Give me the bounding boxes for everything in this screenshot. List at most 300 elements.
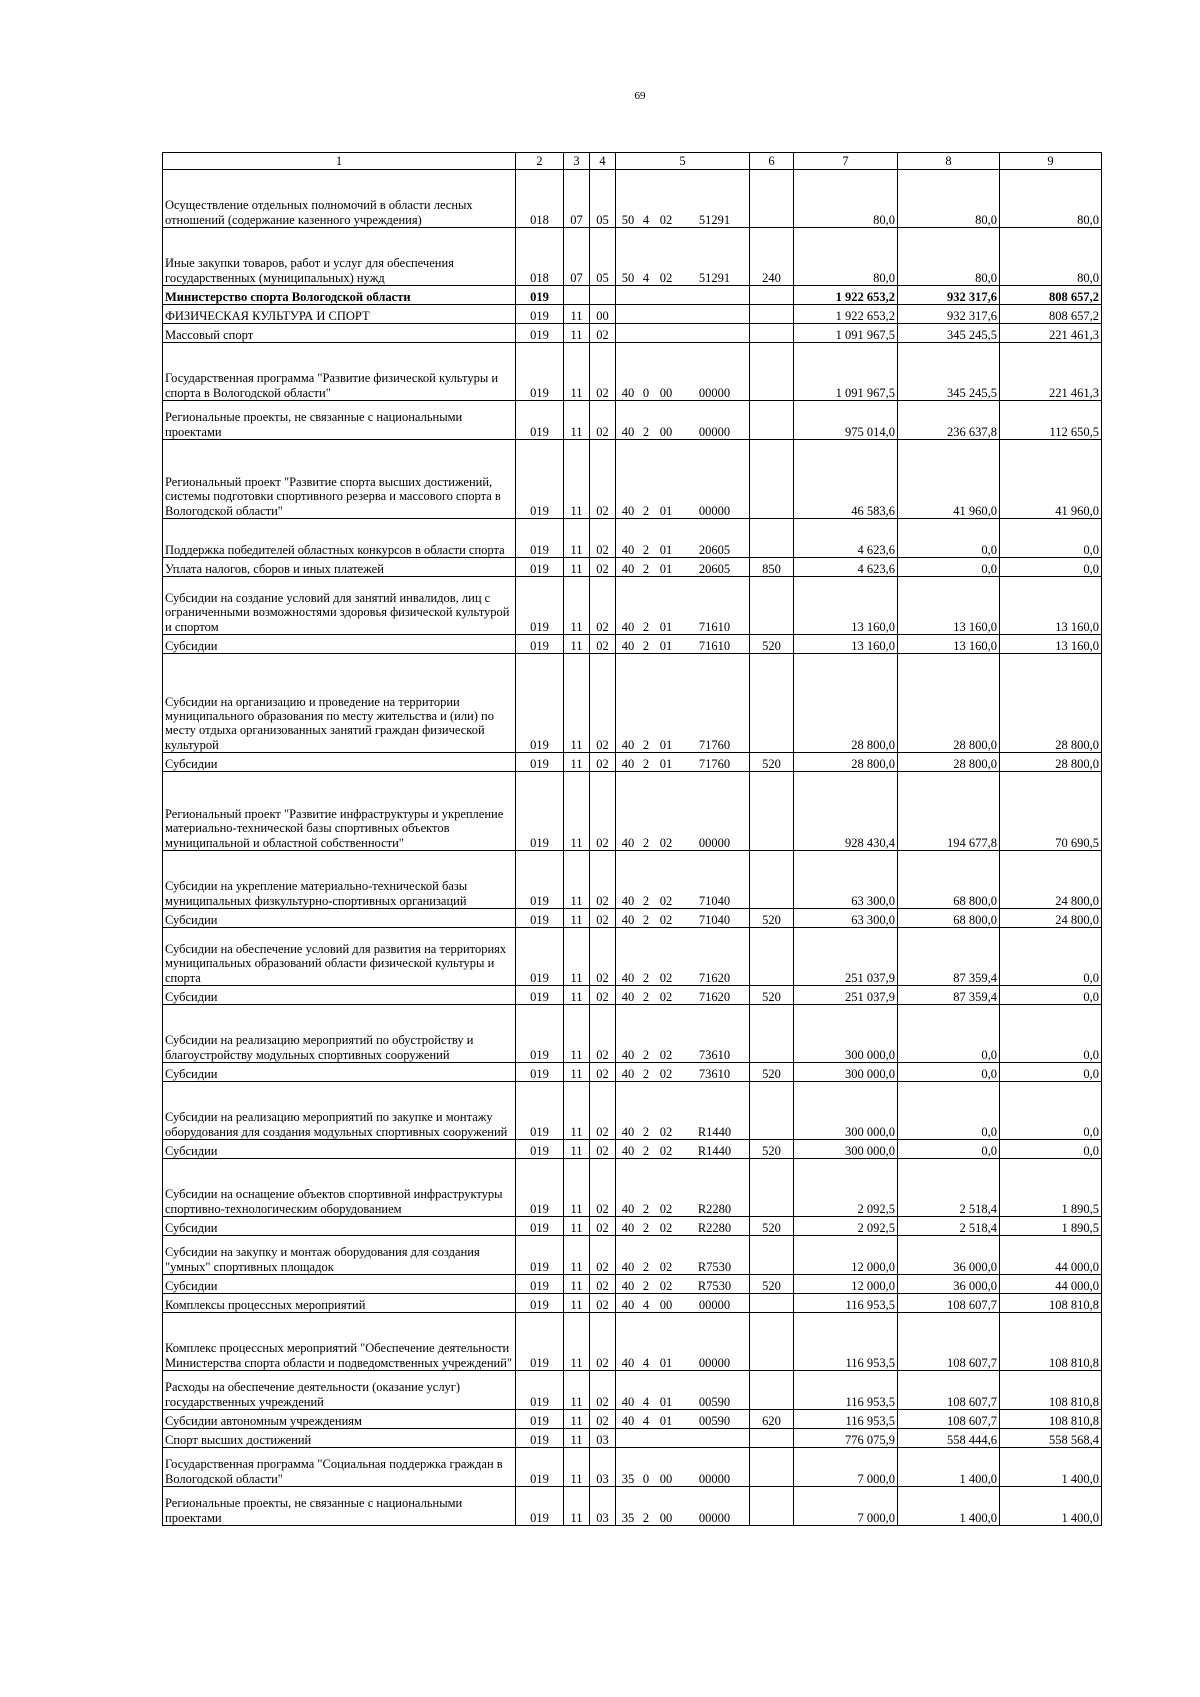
row-expense-type-cell: 520 bbox=[750, 1140, 794, 1159]
row-expense-type-cell bbox=[750, 1294, 794, 1313]
target-article-part: 40 bbox=[621, 1278, 635, 1293]
target-article-part: 0 bbox=[642, 1471, 650, 1486]
row-amount-col9-cell: 0,0 bbox=[1000, 928, 1102, 986]
row-expense-type-cell bbox=[750, 577, 794, 635]
target-article-part: 00 bbox=[659, 1510, 673, 1525]
row-amount-col9-cell: 24 800,0 bbox=[1000, 851, 1102, 909]
table-row bbox=[163, 401, 1102, 440]
row-target-article-cell bbox=[616, 440, 750, 519]
row-amount-col9-cell: 108 810,8 bbox=[1000, 1410, 1102, 1429]
row-expense-type-cell bbox=[750, 1371, 794, 1410]
row-section-cell: 11 bbox=[564, 558, 590, 577]
row-subsection-cell bbox=[590, 286, 616, 305]
target-article-part: 02 bbox=[659, 1201, 673, 1216]
target-article-part: 02 bbox=[659, 1066, 673, 1081]
row-amount-col9-cell: 1 400,0 bbox=[1000, 1487, 1102, 1526]
row-amount-col9-cell: 108 810,8 bbox=[1000, 1313, 1102, 1371]
row-amount-col8-cell: 36 000,0 bbox=[898, 1275, 1000, 1294]
row-amount-col7-cell: 1 922 653,2 bbox=[794, 305, 898, 324]
row-name-cell: Субсидии на обеспечение условий для развития на территориях муниципальных образований области физической культуры и спорта bbox=[163, 928, 516, 986]
row-amount-col9-cell: 13 160,0 bbox=[1000, 577, 1102, 635]
row-section-cell: 11 bbox=[564, 1063, 590, 1082]
row-expense-type-cell bbox=[750, 772, 794, 851]
target-article-part: 40 bbox=[621, 1394, 635, 1409]
row-amount-col9-cell: 221 461,3 bbox=[1000, 343, 1102, 401]
row-expense-type-cell: 620 bbox=[750, 1410, 794, 1429]
row-admin-code-cell: 019 bbox=[516, 928, 564, 986]
row-target-article-cell bbox=[616, 909, 750, 928]
row-name-cell: Субсидии на закупку и монтаж оборудования для создания "умных" спортивных площадок bbox=[163, 1236, 516, 1275]
row-expense-type-cell: 520 bbox=[750, 1063, 794, 1082]
row-admin-code-cell: 019 bbox=[516, 401, 564, 440]
row-amount-col7-cell: 2 092,5 bbox=[794, 1217, 898, 1236]
row-target-article-cell bbox=[616, 1159, 750, 1217]
target-article-part: 01 bbox=[659, 1394, 673, 1409]
target-article-part: 50 bbox=[621, 212, 635, 227]
target-article-part: 02 bbox=[659, 1124, 673, 1139]
row-section-cell: 11 bbox=[564, 986, 590, 1005]
row-name-cell: Субсидии bbox=[163, 1140, 516, 1159]
row-expense-type-cell bbox=[750, 851, 794, 909]
row-amount-col8-cell: 108 607,7 bbox=[898, 1313, 1000, 1371]
row-amount-col8-cell: 13 160,0 bbox=[898, 577, 1000, 635]
row-amount-col8-cell: 0,0 bbox=[898, 1005, 1000, 1063]
table-row bbox=[163, 635, 1102, 654]
row-amount-col7-cell: 7 000,0 bbox=[794, 1448, 898, 1487]
row-amount-col8-cell: 236 637,8 bbox=[898, 401, 1000, 440]
row-amount-col7-cell: 63 300,0 bbox=[794, 909, 898, 928]
row-expense-type-cell bbox=[750, 440, 794, 519]
table-row bbox=[163, 1487, 1102, 1526]
table-row bbox=[163, 1313, 1102, 1371]
row-subsection-cell: 00 bbox=[590, 305, 616, 324]
target-article-part: 2 bbox=[642, 1201, 650, 1216]
row-target-article-cell bbox=[616, 851, 750, 909]
row-target-article-cell bbox=[616, 1429, 750, 1448]
row-amount-col8-cell: 0,0 bbox=[898, 519, 1000, 558]
target-article-part: 02 bbox=[659, 1220, 673, 1235]
table-row bbox=[163, 1429, 1102, 1448]
target-article-part: 2 bbox=[642, 756, 650, 771]
row-expense-type-cell bbox=[750, 324, 794, 343]
table-row bbox=[163, 1217, 1102, 1236]
row-section-cell: 11 bbox=[564, 324, 590, 343]
row-section-cell: 11 bbox=[564, 1313, 590, 1371]
row-name-cell: Комплексы процессных мероприятий bbox=[163, 1294, 516, 1313]
row-admin-code-cell: 019 bbox=[516, 654, 564, 753]
row-subsection-cell: 02 bbox=[590, 851, 616, 909]
row-admin-code-cell: 019 bbox=[516, 519, 564, 558]
row-admin-code-cell: 019 bbox=[516, 1429, 564, 1448]
row-expense-type-cell bbox=[750, 654, 794, 753]
target-article-part: 40 bbox=[621, 1124, 635, 1139]
row-section-cell: 11 bbox=[564, 928, 590, 986]
target-article-part: 4 bbox=[642, 1355, 650, 1370]
row-amount-col9-cell: 808 657,2 bbox=[1000, 305, 1102, 324]
target-article-part: 40 bbox=[621, 912, 635, 927]
row-admin-code-cell: 019 bbox=[516, 1448, 564, 1487]
table-row bbox=[163, 1294, 1102, 1313]
row-amount-col9-cell: 808 657,2 bbox=[1000, 286, 1102, 305]
target-article-part: 40 bbox=[621, 1220, 635, 1235]
row-amount-col9-cell: 24 800,0 bbox=[1000, 909, 1102, 928]
target-article-part: 00000 bbox=[698, 1297, 731, 1312]
row-amount-col9-cell: 0,0 bbox=[1000, 986, 1102, 1005]
row-name-cell: Субсидии на реализацию мероприятий по закупке и монтажу оборудования для создания модульных спортивных сооружений bbox=[163, 1082, 516, 1140]
row-amount-col9-cell: 28 800,0 bbox=[1000, 753, 1102, 772]
target-article-part: 40 bbox=[621, 1413, 635, 1428]
row-section-cell: 11 bbox=[564, 635, 590, 654]
row-name-cell: Региональный проект "Развитие инфраструктуры и укрепление материально-технической базы спортивных объектов муниципальной и областной собственности" bbox=[163, 772, 516, 851]
target-article-part: 20605 bbox=[698, 561, 731, 576]
row-name-cell: Субсидии на создание условий для занятий инвалидов, лиц с ограниченными возможностями здоровья физической культурой и спортом bbox=[163, 577, 516, 635]
table-row bbox=[163, 1236, 1102, 1275]
row-expense-type-cell bbox=[750, 519, 794, 558]
row-target-article-cell bbox=[616, 401, 750, 440]
budget-table bbox=[162, 152, 1102, 1526]
row-name-cell: Уплата налогов, сборов и иных платежей bbox=[163, 558, 516, 577]
row-amount-col9-cell: 80,0 bbox=[1000, 170, 1102, 228]
row-amount-col8-cell: 108 607,7 bbox=[898, 1371, 1000, 1410]
table-row bbox=[163, 654, 1102, 753]
row-expense-type-cell: 520 bbox=[750, 753, 794, 772]
row-expense-type-cell bbox=[750, 1159, 794, 1217]
row-subsection-cell: 02 bbox=[590, 1063, 616, 1082]
row-target-article-cell bbox=[616, 1313, 750, 1371]
target-article-part: 00000 bbox=[698, 385, 731, 400]
row-amount-col8-cell: 558 444,6 bbox=[898, 1429, 1000, 1448]
row-expense-type-cell bbox=[750, 1082, 794, 1140]
table-row bbox=[163, 928, 1102, 986]
row-expense-type-cell: 520 bbox=[750, 1275, 794, 1294]
table-row bbox=[163, 519, 1102, 558]
row-admin-code-cell: 019 bbox=[516, 558, 564, 577]
row-amount-col9-cell: 0,0 bbox=[1000, 519, 1102, 558]
row-target-article-cell bbox=[616, 1294, 750, 1313]
row-target-article-cell bbox=[616, 1275, 750, 1294]
target-article-part: 02 bbox=[659, 270, 673, 285]
target-article-part: R7530 bbox=[697, 1278, 732, 1293]
target-article-part: 02 bbox=[659, 1278, 673, 1293]
row-subsection-cell: 02 bbox=[590, 1159, 616, 1217]
table-row bbox=[163, 986, 1102, 1005]
row-amount-col7-cell: 12 000,0 bbox=[794, 1275, 898, 1294]
target-article-part: 01 bbox=[659, 1355, 673, 1370]
target-article-part: 2 bbox=[642, 1510, 650, 1525]
row-subsection-cell: 02 bbox=[590, 909, 616, 928]
target-article-part: 71040 bbox=[698, 893, 731, 908]
row-amount-col8-cell: 108 607,7 bbox=[898, 1294, 1000, 1313]
row-name-cell: Региональные проекты, не связанные с национальными проектами bbox=[163, 401, 516, 440]
row-target-article-cell bbox=[616, 343, 750, 401]
row-admin-code-cell: 019 bbox=[516, 1005, 564, 1063]
row-expense-type-cell: 520 bbox=[750, 909, 794, 928]
row-admin-code-cell: 019 bbox=[516, 753, 564, 772]
target-article-part: R1440 bbox=[697, 1143, 732, 1158]
table-row bbox=[163, 440, 1102, 519]
row-amount-col8-cell: 0,0 bbox=[898, 558, 1000, 577]
table-row bbox=[163, 772, 1102, 851]
row-amount-col8-cell: 28 800,0 bbox=[898, 654, 1000, 753]
row-amount-col8-cell: 87 359,4 bbox=[898, 928, 1000, 986]
row-amount-col8-cell: 0,0 bbox=[898, 1140, 1000, 1159]
target-article-part: 02 bbox=[659, 893, 673, 908]
row-subsection-cell: 03 bbox=[590, 1448, 616, 1487]
row-section-cell bbox=[564, 286, 590, 305]
row-amount-col7-cell: 928 430,4 bbox=[794, 772, 898, 851]
row-amount-col7-cell: 13 160,0 bbox=[794, 577, 898, 635]
header-cell: 2 bbox=[516, 153, 564, 170]
target-article-part: 2 bbox=[642, 638, 650, 653]
row-amount-col8-cell: 87 359,4 bbox=[898, 986, 1000, 1005]
header-cell: 4 bbox=[590, 153, 616, 170]
target-article-part: 2 bbox=[642, 1124, 650, 1139]
row-name-cell: Государственная программа "Развитие физической культуры и спорта в Вологодской области" bbox=[163, 343, 516, 401]
target-article-part: R1440 bbox=[697, 1124, 732, 1139]
row-amount-col9-cell: 44 000,0 bbox=[1000, 1236, 1102, 1275]
target-article-part: 40 bbox=[621, 619, 635, 634]
row-amount-col9-cell: 221 461,3 bbox=[1000, 324, 1102, 343]
target-article-part: 00 bbox=[659, 424, 673, 439]
target-article-part: 01 bbox=[659, 503, 673, 518]
row-subsection-cell: 02 bbox=[590, 928, 616, 986]
target-article-part: 35 bbox=[621, 1471, 635, 1486]
target-article-part: 40 bbox=[621, 1201, 635, 1216]
row-amount-col7-cell: 300 000,0 bbox=[794, 1082, 898, 1140]
row-subsection-cell: 02 bbox=[590, 1005, 616, 1063]
row-admin-code-cell: 019 bbox=[516, 772, 564, 851]
row-subsection-cell: 02 bbox=[590, 577, 616, 635]
row-amount-col9-cell: 1 890,5 bbox=[1000, 1159, 1102, 1217]
row-amount-col7-cell: 116 953,5 bbox=[794, 1410, 898, 1429]
target-article-part: 51291 bbox=[698, 212, 731, 227]
table-row bbox=[163, 909, 1102, 928]
header-cell: 8 bbox=[898, 153, 1000, 170]
header-cell: 3 bbox=[564, 153, 590, 170]
target-article-part: 4 bbox=[642, 212, 650, 227]
header-row bbox=[163, 153, 1102, 170]
target-article-part: 2 bbox=[642, 561, 650, 576]
row-section-cell: 11 bbox=[564, 1082, 590, 1140]
target-article-part: 01 bbox=[659, 1413, 673, 1428]
row-amount-col9-cell: 80,0 bbox=[1000, 228, 1102, 286]
table-row bbox=[163, 228, 1102, 286]
row-name-cell: ФИЗИЧЕСКАЯ КУЛЬТУРА И СПОРТ bbox=[163, 305, 516, 324]
row-amount-col8-cell: 2 518,4 bbox=[898, 1159, 1000, 1217]
target-article-part: 40 bbox=[621, 385, 635, 400]
header-cell: 9 bbox=[1000, 153, 1102, 170]
row-subsection-cell: 02 bbox=[590, 343, 616, 401]
target-article-part: 2 bbox=[642, 503, 650, 518]
row-subsection-cell: 02 bbox=[590, 753, 616, 772]
table-row bbox=[163, 305, 1102, 324]
row-name-cell: Субсидии на оснащение объектов спортивной инфраструктуры спортивно-технологическим оборудованием bbox=[163, 1159, 516, 1217]
row-target-article-cell bbox=[616, 286, 750, 305]
row-target-article-cell bbox=[616, 305, 750, 324]
row-section-cell: 11 bbox=[564, 1236, 590, 1275]
row-target-article-cell bbox=[616, 577, 750, 635]
target-article-part: 40 bbox=[621, 638, 635, 653]
row-section-cell: 11 bbox=[564, 440, 590, 519]
row-expense-type-cell bbox=[750, 286, 794, 305]
target-article-part: 02 bbox=[659, 989, 673, 1004]
row-amount-col7-cell: 1 091 967,5 bbox=[794, 324, 898, 343]
row-admin-code-cell: 018 bbox=[516, 170, 564, 228]
row-admin-code-cell: 019 bbox=[516, 324, 564, 343]
row-subsection-cell: 05 bbox=[590, 170, 616, 228]
row-name-cell: Субсидии автономным учреждениям bbox=[163, 1410, 516, 1429]
row-amount-col8-cell: 41 960,0 bbox=[898, 440, 1000, 519]
target-article-part: 2 bbox=[642, 989, 650, 1004]
target-article-part: 71620 bbox=[698, 989, 731, 1004]
row-target-article-cell bbox=[616, 558, 750, 577]
row-target-article-cell bbox=[616, 1063, 750, 1082]
row-subsection-cell: 02 bbox=[590, 1082, 616, 1140]
row-amount-col8-cell: 108 607,7 bbox=[898, 1410, 1000, 1429]
row-target-article-cell bbox=[616, 1082, 750, 1140]
target-article-part: 2 bbox=[642, 1066, 650, 1081]
row-admin-code-cell: 019 bbox=[516, 305, 564, 324]
header-cell: 6 bbox=[750, 153, 794, 170]
row-expense-type-cell: 850 bbox=[750, 558, 794, 577]
target-article-part: 02 bbox=[659, 970, 673, 985]
target-article-part: 4 bbox=[642, 1413, 650, 1428]
target-article-part: 2 bbox=[642, 970, 650, 985]
row-section-cell: 11 bbox=[564, 305, 590, 324]
row-admin-code-cell: 019 bbox=[516, 1159, 564, 1217]
row-expense-type-cell bbox=[750, 1448, 794, 1487]
target-article-part: 00000 bbox=[698, 424, 731, 439]
row-amount-col7-cell: 975 014,0 bbox=[794, 401, 898, 440]
target-article-part: 00 bbox=[659, 385, 673, 400]
row-amount-col8-cell: 0,0 bbox=[898, 1063, 1000, 1082]
row-target-article-cell bbox=[616, 772, 750, 851]
target-article-part: 40 bbox=[621, 835, 635, 850]
row-target-article-cell bbox=[616, 753, 750, 772]
row-name-cell: Субсидии bbox=[163, 986, 516, 1005]
row-section-cell: 11 bbox=[564, 519, 590, 558]
row-subsection-cell: 02 bbox=[590, 654, 616, 753]
row-admin-code-cell: 019 bbox=[516, 577, 564, 635]
table-row bbox=[163, 1140, 1102, 1159]
row-amount-col8-cell: 0,0 bbox=[898, 1082, 1000, 1140]
row-amount-col9-cell: 108 810,8 bbox=[1000, 1294, 1102, 1313]
target-article-part: 2 bbox=[642, 835, 650, 850]
row-amount-col8-cell: 345 245,5 bbox=[898, 324, 1000, 343]
row-subsection-cell: 02 bbox=[590, 440, 616, 519]
row-amount-col9-cell: 70 690,5 bbox=[1000, 772, 1102, 851]
row-section-cell: 11 bbox=[564, 1429, 590, 1448]
row-amount-col8-cell: 932 317,6 bbox=[898, 286, 1000, 305]
row-admin-code-cell: 019 bbox=[516, 909, 564, 928]
row-target-article-cell bbox=[616, 1448, 750, 1487]
row-section-cell: 11 bbox=[564, 1159, 590, 1217]
table-row bbox=[163, 1371, 1102, 1410]
row-subsection-cell: 02 bbox=[590, 519, 616, 558]
target-article-part: 71760 bbox=[698, 737, 731, 752]
target-article-part: 50 bbox=[621, 270, 635, 285]
row-name-cell: Иные закупки товаров, работ и услуг для обеспечения государственных (муниципальных) нужд bbox=[163, 228, 516, 286]
row-name-cell: Субсидии на реализацию мероприятий по обустройству и благоустройству модульных спортивных сооружений bbox=[163, 1005, 516, 1063]
table-row bbox=[163, 324, 1102, 343]
row-admin-code-cell: 019 bbox=[516, 1217, 564, 1236]
row-admin-code-cell: 019 bbox=[516, 1082, 564, 1140]
target-article-part: 71620 bbox=[698, 970, 731, 985]
table-row bbox=[163, 558, 1102, 577]
row-name-cell: Министерство спорта Вологодской области bbox=[163, 286, 516, 305]
row-amount-col9-cell: 44 000,0 bbox=[1000, 1275, 1102, 1294]
row-target-article-cell bbox=[616, 928, 750, 986]
row-amount-col7-cell: 251 037,9 bbox=[794, 986, 898, 1005]
target-article-part: 2 bbox=[642, 1143, 650, 1158]
target-article-part: 73610 bbox=[698, 1047, 731, 1062]
row-section-cell: 11 bbox=[564, 1217, 590, 1236]
row-expense-type-cell bbox=[750, 1313, 794, 1371]
row-expense-type-cell bbox=[750, 1236, 794, 1275]
target-article-part: 40 bbox=[621, 1143, 635, 1158]
row-admin-code-cell: 019 bbox=[516, 986, 564, 1005]
row-name-cell: Региональные проекты, не связанные с национальными проектами bbox=[163, 1487, 516, 1526]
target-article-part: 02 bbox=[659, 912, 673, 927]
row-amount-col9-cell: 1 890,5 bbox=[1000, 1217, 1102, 1236]
row-subsection-cell: 02 bbox=[590, 1294, 616, 1313]
row-target-article-cell bbox=[616, 1005, 750, 1063]
row-amount-col7-cell: 116 953,5 bbox=[794, 1371, 898, 1410]
row-amount-col8-cell: 36 000,0 bbox=[898, 1236, 1000, 1275]
row-section-cell: 11 bbox=[564, 851, 590, 909]
target-article-part: 4 bbox=[642, 1394, 650, 1409]
target-article-part: 01 bbox=[659, 561, 673, 576]
row-subsection-cell: 02 bbox=[590, 635, 616, 654]
target-article-part: 2 bbox=[642, 893, 650, 908]
target-article-part: 40 bbox=[621, 1355, 635, 1370]
target-article-part: 40 bbox=[621, 1297, 635, 1312]
row-amount-col8-cell: 194 677,8 bbox=[898, 772, 1000, 851]
row-subsection-cell: 02 bbox=[590, 772, 616, 851]
target-article-part: 51291 bbox=[698, 270, 731, 285]
row-subsection-cell: 02 bbox=[590, 558, 616, 577]
row-admin-code-cell: 019 bbox=[516, 1371, 564, 1410]
row-subsection-cell: 02 bbox=[590, 1217, 616, 1236]
target-article-part: 02 bbox=[659, 212, 673, 227]
row-admin-code-cell: 018 bbox=[516, 228, 564, 286]
row-amount-col7-cell: 116 953,5 bbox=[794, 1313, 898, 1371]
target-article-part: 01 bbox=[659, 619, 673, 634]
table-row bbox=[163, 1005, 1102, 1063]
target-article-part: 20605 bbox=[698, 542, 731, 557]
target-article-part: 4 bbox=[642, 270, 650, 285]
row-amount-col9-cell: 41 960,0 bbox=[1000, 440, 1102, 519]
header-cell: 7 bbox=[794, 153, 898, 170]
row-amount-col8-cell: 28 800,0 bbox=[898, 753, 1000, 772]
row-expense-type-cell bbox=[750, 1487, 794, 1526]
row-section-cell: 11 bbox=[564, 772, 590, 851]
row-expense-type-cell: 240 bbox=[750, 228, 794, 286]
row-subsection-cell: 02 bbox=[590, 1140, 616, 1159]
row-name-cell: Осуществление отдельных полномочий в области лесных отношений (содержание казенного учреждения) bbox=[163, 170, 516, 228]
row-admin-code-cell: 019 bbox=[516, 1063, 564, 1082]
row-name-cell: Субсидии bbox=[163, 753, 516, 772]
row-name-cell: Комплекс процессных мероприятий "Обеспечение деятельности Министерства спорта области и подведомственных учреждений" bbox=[163, 1313, 516, 1371]
target-article-part: 02 bbox=[659, 1143, 673, 1158]
row-section-cell: 07 bbox=[564, 228, 590, 286]
target-article-part: 2 bbox=[642, 424, 650, 439]
row-amount-col7-cell: 4 623,6 bbox=[794, 519, 898, 558]
row-target-article-cell bbox=[616, 654, 750, 753]
table-row bbox=[163, 753, 1102, 772]
row-subsection-cell: 05 bbox=[590, 228, 616, 286]
target-article-part: 02 bbox=[659, 1047, 673, 1062]
